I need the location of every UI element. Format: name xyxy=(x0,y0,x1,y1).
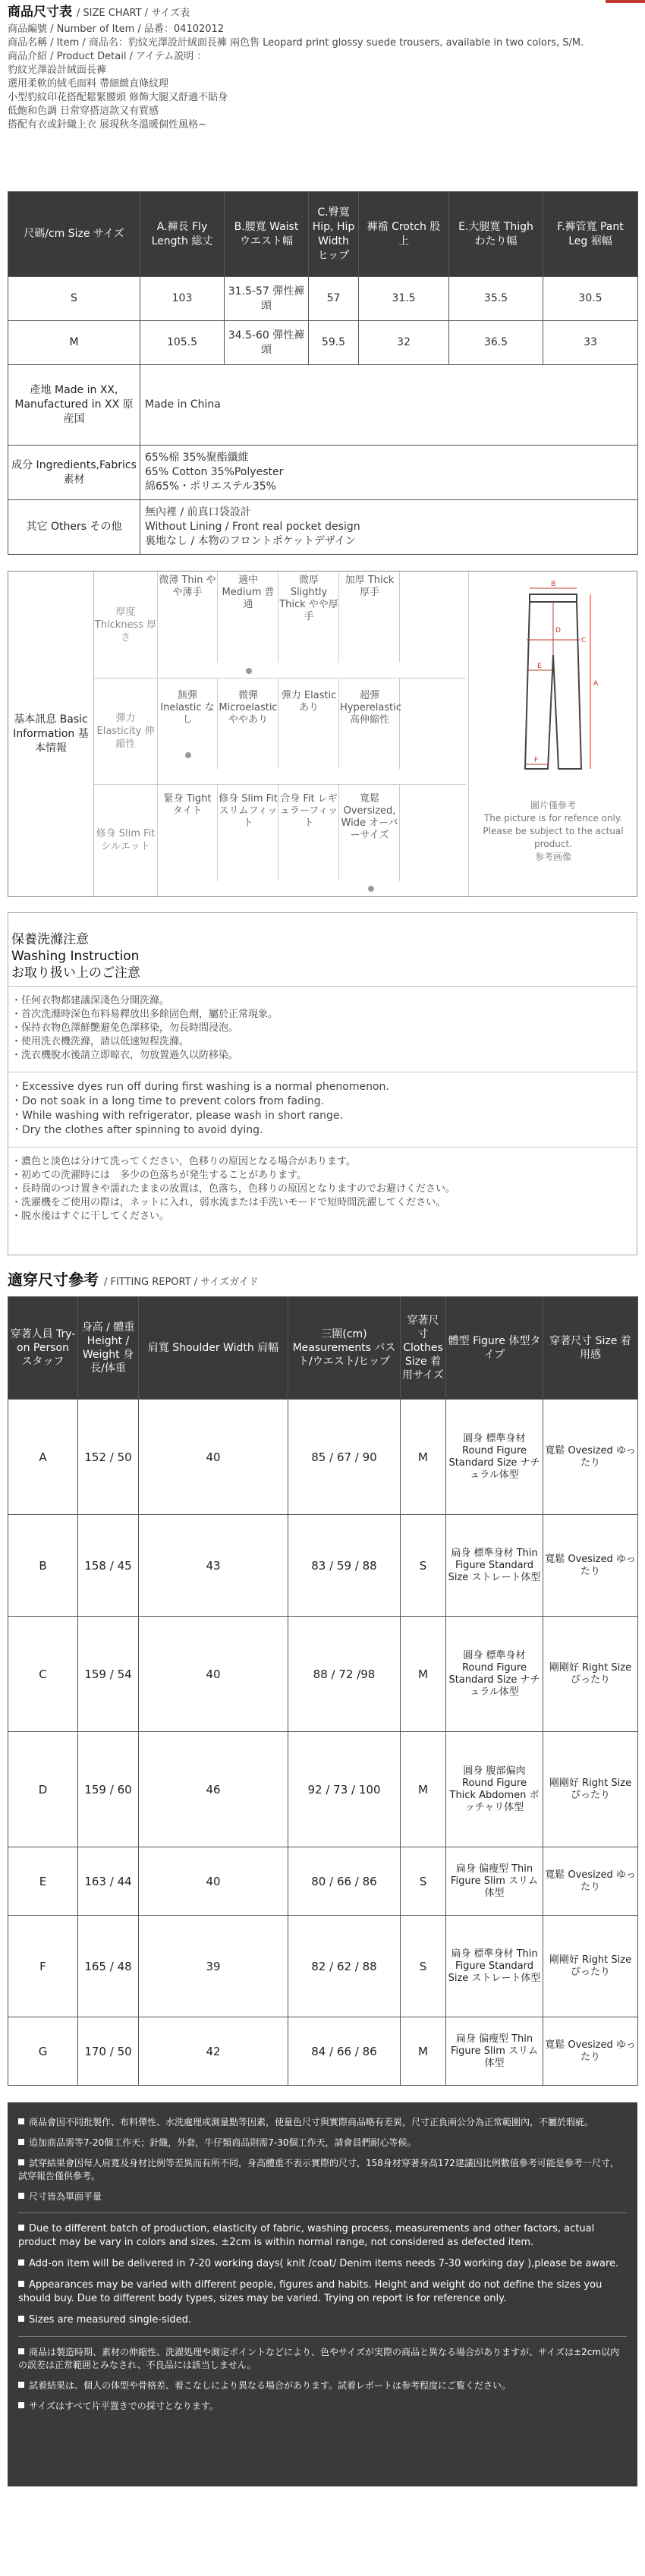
thickness-option: 微薄 Thin やや薄手 xyxy=(158,572,218,663)
note-item: サイズはすべて片平置きでの採寸となります。 xyxy=(18,2400,627,2413)
other-value xyxy=(140,500,638,555)
table-row xyxy=(8,1732,638,1847)
shoulder-cell: 40 xyxy=(139,1617,288,1732)
header-feel: 穿著尺寸 Size 着用感 xyxy=(543,1297,638,1400)
height-weight-cell: 170 / 50 xyxy=(78,2017,139,2086)
shoulder-cell: 39 xyxy=(139,1916,288,2017)
header-figure: 體型 Figure 体型タイプ xyxy=(446,1297,543,1400)
height-weight-cell: 163 / 44 xyxy=(78,1847,139,1916)
measurements-cell: 88 / 72 /98 xyxy=(288,1617,401,1732)
person-cell: B xyxy=(8,1515,78,1617)
pants-label: E xyxy=(537,663,542,670)
person-cell: A xyxy=(8,1400,78,1515)
thickness-option: 適中 Medium 普通 xyxy=(219,572,278,663)
shoulder-cell: 46 xyxy=(139,1732,288,1847)
list-item: ・脱水後はすぐに干してください。 xyxy=(11,1211,170,1222)
feel-cell: 剛剛好 Right Size ぴったり xyxy=(543,1916,638,2017)
person-cell: G xyxy=(8,2017,78,2086)
figure-cell: 扁身 偏瘦型 Thin Figure Slim スリム体型 xyxy=(446,1847,543,1916)
hip-cell: 59.5 xyxy=(309,321,359,365)
height-weight-cell: 159 / 60 xyxy=(78,1732,139,1847)
pants-label: D xyxy=(555,627,561,635)
product-detail-line: 選用柔軟的絨毛面料 帶細緻直條紋理 xyxy=(8,78,169,90)
item-name: 商品名稱 / Item / 商品名：豹紋光澤設計絨面長褲 兩色售 Leopard print glossy suede trousers, available in two colors, S/M. xyxy=(8,37,584,49)
clothes-size-cell: M xyxy=(401,2017,446,2086)
fitting-report-section xyxy=(8,1269,637,1293)
other-line: 無內裡 / 前真口袋設計 xyxy=(145,506,251,518)
clothes-size-cell: S xyxy=(401,1515,446,1617)
header-size: 尺碼/cm Size サイズ xyxy=(8,192,140,277)
size-table xyxy=(8,191,638,555)
height-weight-cell: 152 / 50 xyxy=(78,1400,139,1515)
note-item: 商品會因不同批製作、布料彈性、水洗處理或測量點等因素，使量色尺寸與實際商品略有差異，尺寸正負兩公分為正常範圍內，不屬於瑕疵。 xyxy=(18,2116,627,2129)
thigh-cell: 36.5 xyxy=(449,321,543,365)
note-item: Due to different batch of production, elasticity of fabric, washing process, measurements and other factors, actual product may be vary in colors and sizes. ±2cm is within normal range, not considered as defected item. xyxy=(18,2223,595,2248)
product-detail-line: 搭配有衣或針織上衣 展現秋冬溫暖個性風格~ xyxy=(8,119,207,131)
divider xyxy=(8,986,637,987)
hip-cell: 57 xyxy=(309,277,359,321)
product-detail-line: 豹紋光澤設計絨面長褲 xyxy=(8,65,107,76)
origin-row xyxy=(8,365,638,446)
bullet-square-icon xyxy=(18,2260,24,2266)
header-crotch: 褲襠 Crotch 股上 xyxy=(359,192,449,277)
waist-cell: 31.5-57 彈性褲頭 xyxy=(225,277,309,321)
figure-cell: 扁身 偏瘦型 Thin Figure Slim スリム体型 xyxy=(446,2017,543,2086)
bullet-square-icon xyxy=(18,2225,24,2231)
fit-label: 修身 Slim Fit シルエット xyxy=(94,784,158,896)
header-fly-length: A.褲長 Fly Length 総丈 xyxy=(140,192,225,277)
divider xyxy=(8,1147,637,1148)
size-cell: S xyxy=(8,277,140,321)
elasticity-label: 彈力 Elasticity 伸縮性 xyxy=(94,678,158,784)
elasticity-option: 超彈 Hyperelastic 高伸縮性 xyxy=(340,678,400,769)
size-chart-subtitle: / SIZE CHART / サイズ表 xyxy=(76,8,190,19)
person-cell: E xyxy=(8,1847,78,1916)
table-row xyxy=(8,321,638,365)
table-row xyxy=(8,1916,638,2017)
thickness-selected-dot xyxy=(246,668,252,674)
list-item: ・使用洗衣機洗滌，請以低速短程洗滌。 xyxy=(11,1036,190,1047)
person-cell: C xyxy=(8,1617,78,1732)
header-waist: B.腰寬 Waist ウエスト幅 xyxy=(225,192,309,277)
header-clothes-size: 穿著尺寸 Clothes Size 着用サイズ xyxy=(401,1297,446,1400)
list-item: ・濃色と淡色は分けて洗ってください，色移りの原因となる場合があります。 xyxy=(11,1156,356,1167)
elasticity-selected-dot xyxy=(185,752,191,758)
list-item: ・保持衣物色澤鮮艷避免色澤移染，勿長時間浸泡。 xyxy=(11,1022,239,1034)
washing-title-ja: お取り扱い上のご注意 xyxy=(11,965,140,981)
origin-value: Made in China xyxy=(140,365,638,446)
figure-cell: 圓身 標準身材 Round Figure Standard Size ナチュラル体型 xyxy=(446,1400,543,1515)
header-pant-leg: F.褲管寬 Pant Leg 裾幅 xyxy=(543,192,638,277)
pants-caption xyxy=(477,799,630,864)
note-item: Appearances may be varied with different people, figures and habits. Height and weight do not define the sizes you should buy. Due to different body types, sizes may be varied. Trying on report is for reference only. xyxy=(18,2279,603,2304)
figure-cell: 扁身 標準身材 Thin Figure Standard Size ストレート体型 xyxy=(446,1916,543,2017)
washing-instruction-panel xyxy=(8,912,637,1255)
shoulder-cell: 40 xyxy=(139,1847,288,1916)
fit-selected-dot xyxy=(368,886,374,892)
notes-panel xyxy=(8,2102,637,2486)
list-item: ・初めての洗濯時には 多少の色落ちが発生することがあります。 xyxy=(11,1170,307,1181)
crotch-cell: 32 xyxy=(359,321,449,365)
height-weight-cell: 159 / 54 xyxy=(78,1617,139,1732)
thickness-option: 微厚 Slightly Thick やや厚手 xyxy=(279,572,339,663)
origin-label: 產地 Made in XX, Manufactured in XX 原産国 xyxy=(8,365,140,446)
table-row xyxy=(8,1515,638,1617)
size-table-wrap xyxy=(8,191,637,555)
measurements-cell: 92 / 73 / 100 xyxy=(288,1732,401,1847)
other-label: 其它 Others その他 xyxy=(8,500,140,555)
clothes-size-cell: M xyxy=(401,1732,446,1847)
note-item: 試着結果は、個人の体型や骨格差、着こなしにより異なる場合があります。試着レポートは参考程度にご覧ください。 xyxy=(18,2379,627,2392)
washing-en-list xyxy=(8,1077,637,1142)
elasticity-row xyxy=(94,678,466,785)
header-try-on-person: 穿著人員 Try-on Person スタッフ xyxy=(8,1297,78,1400)
fit-option: 寬鬆 Oversized, Wide オーバーサイズ xyxy=(340,784,400,881)
shoulder-cell: 40 xyxy=(139,1400,288,1515)
measurements-cell: 83 / 59 / 88 xyxy=(288,1515,401,1617)
pants-outline-icon xyxy=(469,572,637,799)
note-item: 試穿結果會因每人肩寬及身材比例等差異而有所不同，身高體重不表示實際的尺寸，158身材穿著身高172建議因比例數值參考可能是參考一尺寸，試穿報告僅供參考。 xyxy=(18,2158,619,2181)
caption-line: 圖片僅參考 xyxy=(530,800,576,811)
figure-cell: 圓身 標準身材 Round Figure Standard Size ナチュラル体型 xyxy=(446,1617,543,1732)
size-chart-title-zh: 商品尺寸表 xyxy=(8,5,72,20)
caption-line: The picture is for refence only. xyxy=(483,813,623,824)
washing-title-zh: 保養洗滌注意 xyxy=(11,932,89,947)
pant-leg-cell: 33 xyxy=(543,321,638,365)
note-item: Sizes are measured single-sided. xyxy=(18,2313,627,2327)
table-row xyxy=(8,1400,638,1515)
clothes-size-cell: S xyxy=(401,1847,446,1916)
header-height-weight: 身高 / 體重 Height / Weight 身長/体重 xyxy=(78,1297,139,1400)
other-row xyxy=(8,500,638,555)
pant-leg-cell: 30.5 xyxy=(543,277,638,321)
measurements-cell: 82 / 62 / 88 xyxy=(288,1916,401,2017)
person-cell: D xyxy=(8,1732,78,1847)
bullet-square-icon xyxy=(18,2118,24,2124)
bullet-square-icon xyxy=(18,2316,24,2322)
feel-cell: 寬鬆 Ovesized ゆったり xyxy=(543,2017,638,2086)
bullet-square-icon xyxy=(18,2348,24,2354)
clothes-size-cell: M xyxy=(401,1617,446,1732)
fit-row xyxy=(94,784,466,896)
fly-length-cell: 103 xyxy=(140,277,225,321)
material-row xyxy=(8,446,638,500)
measurements-cell: 80 / 66 / 86 xyxy=(288,1847,401,1916)
bullet-square-icon xyxy=(18,2139,24,2145)
elasticity-option: 無彈 Inelastic なし xyxy=(158,678,218,769)
feel-cell: 剛剛好 Right Size ぴったり xyxy=(543,1617,638,1732)
note-item: 追加商品需等7-20個工作天；針織，外套，牛仔類商品則需7-30個工作天，請會員們耐心等候。 xyxy=(18,2137,627,2149)
list-item: ・任何衣物都建議深淺色分開洗滌。 xyxy=(11,995,170,1006)
product-detail-line: 小型豹紋印花搭配鬆緊腰頭 修飾大腿又舒適不貼身 xyxy=(8,92,228,103)
table-row xyxy=(8,1847,638,1916)
bullet-square-icon xyxy=(18,2382,24,2388)
bullet-square-icon xyxy=(18,2159,24,2165)
height-weight-cell: 158 / 45 xyxy=(78,1515,139,1617)
measurements-cell: 85 / 67 / 90 xyxy=(288,1400,401,1515)
note-item: Add-on item will be delivered in 7-20 working days( knit /coat/ Denim items needs 7-30 working day ),please be aware. xyxy=(18,2257,627,2271)
bullet-square-icon xyxy=(18,2193,24,2199)
list-item: ・While washing with refrigerator, please wash in short range. xyxy=(11,1110,343,1122)
list-item: ・洗衣機脫水後請立即晾衣，勿放置過久以防移染。 xyxy=(11,1050,239,1061)
clothes-size-cell: M xyxy=(401,1400,446,1515)
header-measurements: 三圍(cm) Measurements バスト/ウエスト/ヒップ xyxy=(288,1297,401,1400)
clothes-size-cell: S xyxy=(401,1916,446,2017)
size-chart-title xyxy=(8,3,637,23)
feel-cell: 剛剛好 Right Size ぴったり xyxy=(543,1732,638,1847)
other-line: 裏地なし / 本物のフロントポケットデザイン xyxy=(145,535,356,547)
elasticity-option: 彈力 Elastic あり xyxy=(279,678,339,769)
height-weight-cell: 165 / 48 xyxy=(78,1916,139,2017)
divider xyxy=(18,2212,627,2213)
header-shoulder: 肩寬 Shoulder Width 肩幅 xyxy=(139,1297,288,1400)
table-row xyxy=(8,2017,638,2086)
list-item: ・洗濯機をご使用の際は，ネットに入れ，弱水流または手洗いモードで短時間洗濯してください。 xyxy=(11,1197,446,1208)
thickness-row xyxy=(94,572,466,679)
list-item: ・Do not soak in a long time to prevent colors from fading. xyxy=(11,1095,325,1107)
size-chart-section xyxy=(8,3,637,132)
figure-cell: 圓身 腹部偏肉 Round Figure Thick Abdomen ボッチャリ体型 xyxy=(446,1732,543,1847)
washing-title xyxy=(8,913,637,981)
table-row xyxy=(8,277,638,321)
material-line: 65% Cotton 35%Polyester xyxy=(145,466,284,478)
header-thigh: E.大腿寬 Thigh わたり幅 xyxy=(449,192,543,277)
fly-length-cell: 105.5 xyxy=(140,321,225,365)
bullet-square-icon xyxy=(18,2402,24,2408)
fitting-title-zh: 適穿尺寸參考 xyxy=(8,1271,99,1289)
pants-diagram xyxy=(468,572,637,896)
pants-label: C xyxy=(581,637,587,644)
list-item: ・首次洗滌時深色布料易釋放出多餘固色劑，屬於正常現象。 xyxy=(11,1009,278,1020)
measurements-cell: 84 / 66 / 86 xyxy=(288,2017,401,2086)
material-label: 成分 Ingredients,Fabrics 素材 xyxy=(8,446,140,500)
pants-label: A xyxy=(593,680,599,688)
washing-title-en: Washing Instruction xyxy=(11,949,140,964)
fit-option: 合身 Fit レギュラーフィット xyxy=(279,784,339,881)
basic-info-label: 基本訊息 Basic Information 基本情報 xyxy=(8,572,94,896)
material-line: 65%棉 35%聚酯纖維 xyxy=(145,452,249,464)
table-row xyxy=(8,1617,638,1732)
material-line: 綿65%・ポリエステル35% xyxy=(145,480,276,493)
product-detail-line: 低飽和色調 日常穿搭這款又有質感 xyxy=(8,105,159,117)
size-cell: M xyxy=(8,321,140,365)
other-line: Without Lining / Front real pocket design xyxy=(145,521,360,533)
fit-option: 緊身 Tight タイト xyxy=(158,784,218,881)
fitting-title xyxy=(8,1269,637,1293)
waist-cell: 34.5-60 彈性褲頭 xyxy=(225,321,309,365)
fitting-subtitle: / FITTING REPORT / サイズガイド xyxy=(103,1277,259,1288)
crotch-cell: 31.5 xyxy=(359,277,449,321)
material-value xyxy=(140,446,638,500)
header-hip: C.臀寬 Hip, Hip Width ヒップ xyxy=(309,192,359,277)
elasticity-option: 微彈 Microelastic ややあり xyxy=(219,678,278,769)
fit-option: 修身 Slim Fit スリムフィット xyxy=(219,784,278,881)
list-item: ・Dry the clothes after spinning to avoid dying. xyxy=(11,1124,263,1136)
bullet-square-icon xyxy=(18,2281,24,2287)
shoulder-cell: 42 xyxy=(139,2017,288,2086)
fitting-table-wrap xyxy=(8,1296,637,2086)
product-detail-label: 商品介紹 / Product Detail / アイテム説明 ： xyxy=(8,51,207,62)
item-number: 商品編號 / Number of Item / 品番：04102012 xyxy=(8,24,225,35)
feel-cell: 寬鬆 Ovesized ゆったり xyxy=(543,1400,638,1515)
caption-line: Please be subject to the actual product. xyxy=(483,826,624,849)
thigh-cell: 35.5 xyxy=(449,277,543,321)
washing-zh-list xyxy=(8,991,637,1067)
list-item: ・Excessive dyes run off during first washing is a normal phenomenon. xyxy=(11,1081,389,1093)
feel-cell: 寬鬆 Ovesized ゆったり xyxy=(543,1847,638,1916)
fitting-table xyxy=(8,1296,638,2086)
person-cell: F xyxy=(8,1916,78,2017)
basic-info-panel xyxy=(8,571,637,897)
note-item: 尺寸皆為單面平量 xyxy=(18,2190,627,2203)
note-item: 商品は製造時期、素材の伸縮性、洗濯処理や測定ポイントなどにより、色やサイズが実際の商品と異なる場合がありますが、サイズは±2cm以内の誤差は正常範囲とみなされ、不良品には該当しません。 xyxy=(18,2347,620,2370)
divider xyxy=(18,2336,627,2337)
feel-cell: 寬鬆 Ovesized ゆったり xyxy=(543,1515,638,1617)
caption-line: 参考画像 xyxy=(534,852,571,862)
list-item: ・長時間のつけ置きや濡れたままの放置は，色落ち，色移りの原因となりますのでお避けください。 xyxy=(11,1183,456,1195)
pants-label: B xyxy=(551,581,556,588)
thickness-option: 加厚 Thick 厚手 xyxy=(340,572,400,663)
thickness-label: 厚度 Thickness 厚さ xyxy=(94,572,158,678)
shoulder-cell: 43 xyxy=(139,1515,288,1617)
figure-cell: 扁身 標準身材 Thin Figure Standard Size ストレート体型 xyxy=(446,1515,543,1617)
pants-label: F xyxy=(534,757,539,764)
washing-ja-list xyxy=(8,1152,637,1228)
